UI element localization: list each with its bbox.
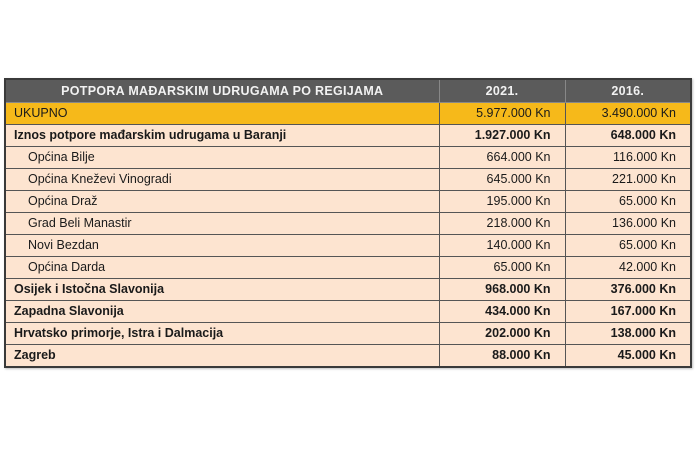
row-2021: 195.000 Kn xyxy=(439,191,565,213)
row-2021: 1.927.000 Kn xyxy=(439,125,565,147)
total-2021: 5.977.000 Kn xyxy=(439,103,565,125)
row-2021: 65.000 Kn xyxy=(439,257,565,279)
table-row xyxy=(5,169,691,191)
table-row xyxy=(5,191,691,213)
table-row xyxy=(5,301,691,323)
table-row xyxy=(5,235,691,257)
row-2016: 42.000 Kn xyxy=(565,257,691,279)
row-2021: 664.000 Kn xyxy=(439,147,565,169)
row-label: Hrvatsko primorje, Istra i Dalmacija xyxy=(5,323,439,345)
row-2021: 88.000 Kn xyxy=(439,345,565,368)
header-2021: 2021. xyxy=(439,79,565,103)
row-label: Zapadna Slavonija xyxy=(5,301,439,323)
row-label: Novi Bezdan xyxy=(5,235,439,257)
row-2016: 167.000 Kn xyxy=(565,301,691,323)
row-2016: 65.000 Kn xyxy=(565,191,691,213)
row-label: Zagreb xyxy=(5,345,439,368)
row-2021: 645.000 Kn xyxy=(439,169,565,191)
row-2016: 221.000 Kn xyxy=(565,169,691,191)
table-row xyxy=(5,279,691,301)
row-2016: 65.000 Kn xyxy=(565,235,691,257)
total-2016: 3.490.000 Kn xyxy=(565,103,691,125)
row-2016: 116.000 Kn xyxy=(565,147,691,169)
row-label: Osijek i Istočna Slavonija xyxy=(5,279,439,301)
header-region: POTPORA MAĐARSKIM UDRUGAMA PO REGIJAMA xyxy=(5,79,439,103)
table-row xyxy=(5,147,691,169)
support-table xyxy=(4,78,692,368)
table-row xyxy=(5,257,691,279)
row-2021: 218.000 Kn xyxy=(439,213,565,235)
row-label: Iznos potpore mađarskim udrugama u Baranji xyxy=(5,125,439,147)
row-2021: 434.000 Kn xyxy=(439,301,565,323)
row-label: Općina Kneževi Vinogradi xyxy=(5,169,439,191)
row-label: Općina Darda xyxy=(5,257,439,279)
row-2016: 138.000 Kn xyxy=(565,323,691,345)
row-label: Grad Beli Manastir xyxy=(5,213,439,235)
header-2016: 2016. xyxy=(565,79,691,103)
row-2016: 648.000 Kn xyxy=(565,125,691,147)
table-row xyxy=(5,323,691,345)
row-label: Općina Bilje xyxy=(5,147,439,169)
table-row xyxy=(5,213,691,235)
row-2021: 140.000 Kn xyxy=(439,235,565,257)
table-header-row xyxy=(5,79,691,103)
row-2016: 376.000 Kn xyxy=(565,279,691,301)
table-row xyxy=(5,125,691,147)
row-2021: 202.000 Kn xyxy=(439,323,565,345)
row-2016: 45.000 Kn xyxy=(565,345,691,368)
total-label: UKUPNO xyxy=(5,103,439,125)
row-2016: 136.000 Kn xyxy=(565,213,691,235)
row-label: Općina Draž xyxy=(5,191,439,213)
table-row xyxy=(5,345,691,368)
row-2021: 968.000 Kn xyxy=(439,279,565,301)
total-row xyxy=(5,103,691,125)
